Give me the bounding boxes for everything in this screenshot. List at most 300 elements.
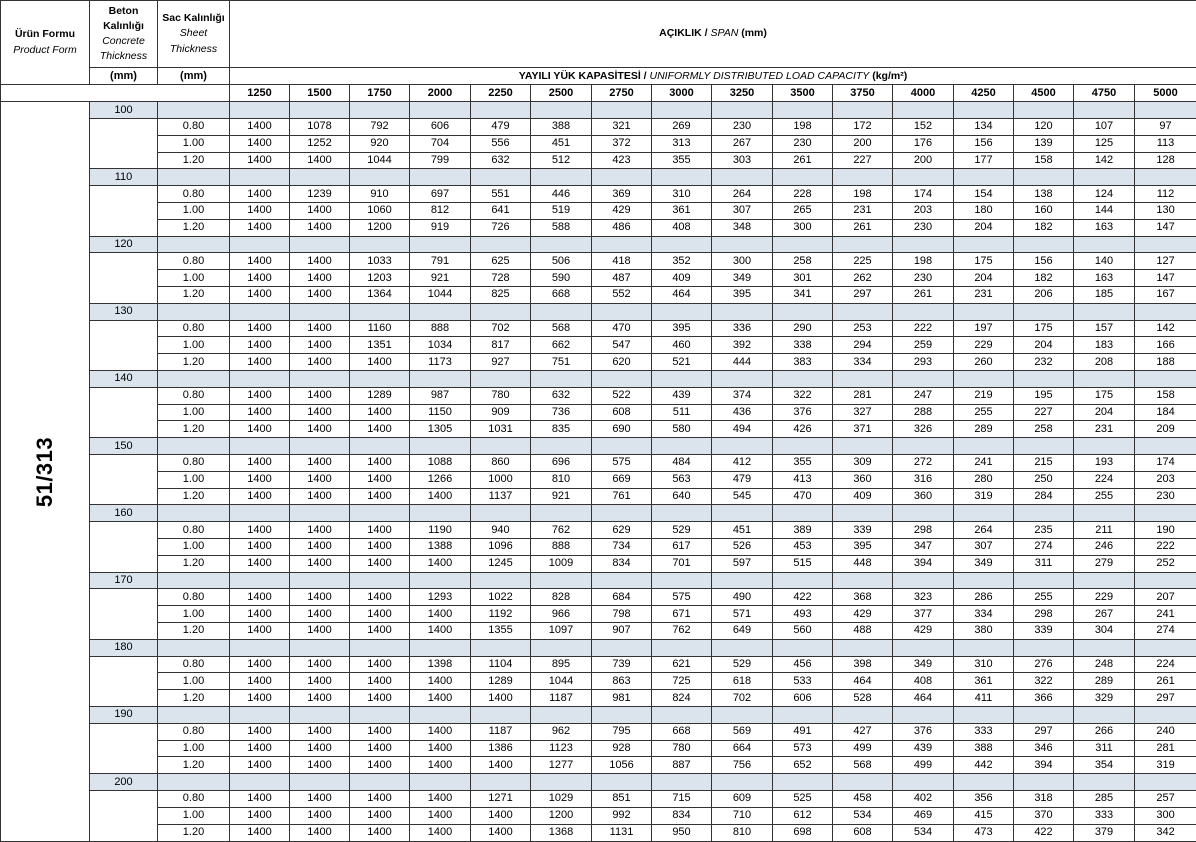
load-value-cell: 138 (1014, 186, 1074, 203)
concrete-thickness-value: 160 (90, 505, 158, 522)
load-value-cell: 1400 (290, 337, 350, 354)
load-value-cell: 1400 (230, 354, 290, 371)
load-value-cell: 360 (893, 488, 954, 505)
load-value-cell: 341 (773, 287, 833, 304)
load-value-cell: 1271 (471, 790, 531, 807)
load-value-cell: 360 (833, 471, 893, 488)
concrete-unit: (mm) (90, 68, 158, 85)
load-value-cell: 834 (652, 807, 712, 824)
group-fill-cell (230, 639, 290, 656)
group-fill-cell (954, 639, 1014, 656)
load-value-cell: 1078 (290, 119, 350, 136)
load-value-cell: 1400 (230, 538, 290, 555)
load-value-cell: 506 (531, 253, 592, 270)
load-value-cell: 261 (833, 219, 893, 236)
load-value-cell: 322 (773, 387, 833, 404)
load-value-cell: 1160 (350, 320, 410, 337)
load-value-cell: 1187 (471, 723, 531, 740)
load-value-cell: 172 (833, 119, 893, 136)
load-value-cell: 334 (833, 354, 893, 371)
group-fill-cell (471, 303, 531, 320)
load-value-cell: 1190 (410, 522, 471, 539)
table-row (1, 656, 1196, 673)
load-value-cell: 1400 (290, 690, 350, 707)
load-value-cell: 349 (712, 270, 773, 287)
load-value-cell: 1400 (230, 606, 290, 623)
load-value-cell: 640 (652, 488, 712, 505)
load-value-cell: 448 (833, 555, 893, 572)
load-value-cell: 310 (954, 656, 1014, 673)
load-value-cell: 921 (410, 270, 471, 287)
group-fill-cell (773, 102, 833, 119)
load-value-cell: 120 (1014, 119, 1074, 136)
load-value-cell: 751 (531, 354, 592, 371)
concrete-thickness-value: 170 (90, 572, 158, 589)
load-value-cell: 490 (712, 589, 773, 606)
table-row (1, 790, 1196, 807)
group-fill-cell (410, 102, 471, 119)
load-value-cell: 1029 (531, 790, 592, 807)
load-value-cell: 289 (954, 421, 1014, 438)
group-fill-cell (652, 236, 712, 253)
load-value-cell: 269 (652, 119, 712, 136)
load-value-cell: 366 (1014, 690, 1074, 707)
load-value-cell: 252 (1135, 555, 1196, 572)
load-value-cell: 499 (893, 757, 954, 774)
load-value-cell: 326 (893, 421, 954, 438)
group-fill-cell (158, 236, 230, 253)
load-value-cell: 469 (893, 807, 954, 824)
span-unit: (mm) (741, 27, 767, 40)
load-value-cell: 1400 (230, 555, 290, 572)
load-value-cell: 1044 (350, 152, 410, 169)
load-value-cell: 264 (954, 522, 1014, 539)
group-fill-cell (833, 639, 893, 656)
load-value-cell: 1400 (350, 421, 410, 438)
group-fill-cell (592, 370, 652, 387)
group-fill-cell (893, 169, 954, 186)
group-fill-cell (592, 572, 652, 589)
group-fill-cell (773, 370, 833, 387)
load-value-cell: 1400 (230, 186, 290, 203)
group-fill-cell (350, 169, 410, 186)
load-value-cell: 1400 (410, 757, 471, 774)
table-row (1, 186, 1196, 203)
load-value-cell: 240 (1135, 723, 1196, 740)
load-value-cell: 1400 (350, 354, 410, 371)
load-value-cell: 632 (471, 152, 531, 169)
load-value-cell: 696 (531, 454, 592, 471)
load-value-cell: 219 (954, 387, 1014, 404)
load-value-cell: 529 (712, 656, 773, 673)
load-value-cell: 408 (893, 673, 954, 690)
group-fill-cell (893, 303, 954, 320)
sheet-thickness-value: 0.80 (158, 790, 230, 807)
span-value-5000: 5000 (1135, 85, 1196, 102)
load-value-cell: 224 (1074, 471, 1135, 488)
load-value-cell: 1289 (471, 673, 531, 690)
group-fill-cell (471, 639, 531, 656)
load-value-cell: 1400 (230, 790, 290, 807)
load-value-cell: 338 (773, 337, 833, 354)
group-fill-cell (592, 639, 652, 656)
group-fill-cell (1135, 505, 1196, 522)
load-value-cell: 895 (531, 656, 592, 673)
span-value-1500: 1500 (290, 85, 350, 102)
group-fill-cell (712, 169, 773, 186)
load-value-cell: 389 (773, 522, 833, 539)
group-fill-cell (531, 774, 592, 791)
group-fill-cell (1135, 438, 1196, 455)
load-value-cell: 333 (1074, 807, 1135, 824)
group-fill-cell (712, 370, 773, 387)
load-value-cell: 322 (1014, 673, 1074, 690)
load-value-cell: 352 (652, 253, 712, 270)
group-fill-cell (290, 706, 350, 723)
load-value-cell: 479 (712, 471, 773, 488)
group-fill-cell (712, 572, 773, 589)
load-value-cell: 1364 (350, 287, 410, 304)
group-fill-cell (652, 102, 712, 119)
sheet-thickness-tr: Sac Kalınlığı (162, 12, 225, 25)
load-value-cell: 1200 (531, 807, 592, 824)
load-value-cell: 334 (954, 606, 1014, 623)
load-value-cell: 1400 (230, 119, 290, 136)
load-value-cell: 545 (712, 488, 773, 505)
group-fill-cell (410, 236, 471, 253)
load-value-cell: 799 (410, 152, 471, 169)
group-fill-cell (1014, 169, 1074, 186)
load-value-cell: 394 (1014, 757, 1074, 774)
load-value-cell: 573 (773, 740, 833, 757)
load-value-cell: 348 (712, 219, 773, 236)
table-row (1, 824, 1196, 842)
load-value-cell: 339 (833, 522, 893, 539)
load-value-cell: 726 (471, 219, 531, 236)
span-value-2000: 2000 (410, 85, 471, 102)
load-value-cell: 204 (954, 270, 1014, 287)
load-value-cell: 515 (773, 555, 833, 572)
load-value-cell: 761 (592, 488, 652, 505)
span-value-1750: 1750 (350, 85, 410, 102)
load-value-cell: 222 (893, 320, 954, 337)
load-value-cell: 1104 (471, 656, 531, 673)
group-fill-cell (712, 102, 773, 119)
load-value-cell: 107 (1074, 119, 1135, 136)
load-value-cell: 451 (531, 135, 592, 152)
load-value-cell: 339 (1014, 622, 1074, 639)
table-row (1, 723, 1196, 740)
load-value-cell: 429 (833, 606, 893, 623)
table-row (1, 606, 1196, 623)
load-value-cell: 207 (1135, 589, 1196, 606)
load-value-cell: 1203 (350, 270, 410, 287)
concrete-thickness-value: 110 (90, 169, 158, 186)
load-value-cell: 307 (712, 203, 773, 220)
load-value-cell: 370 (1014, 807, 1074, 824)
load-value-cell: 368 (833, 589, 893, 606)
load-value-cell: 1400 (290, 522, 350, 539)
group-fill-cell (954, 236, 1014, 253)
load-value-cell: 1400 (230, 135, 290, 152)
table-row (1, 454, 1196, 471)
load-value-cell: 563 (652, 471, 712, 488)
load-value-cell: 388 (531, 119, 592, 136)
load-value-cell: 231 (1074, 421, 1135, 438)
group-fill-cell (531, 236, 592, 253)
span-value-3500: 3500 (773, 85, 833, 102)
load-value-cell: 608 (592, 404, 652, 421)
load-value-cell: 464 (893, 690, 954, 707)
span-value-2250: 2250 (471, 85, 531, 102)
sheet-thickness-value: 1.00 (158, 135, 230, 152)
load-value-cell: 887 (652, 757, 712, 774)
load-value-cell: 293 (893, 354, 954, 371)
load-value-cell: 1400 (290, 807, 350, 824)
load-value-cell: 163 (1074, 270, 1135, 287)
group-fill-cell (290, 639, 350, 656)
group-fill-cell (712, 706, 773, 723)
load-value-cell: 1400 (230, 270, 290, 287)
sheet-thickness-value: 1.00 (158, 740, 230, 757)
load-value-cell: 395 (833, 538, 893, 555)
load-value-cell: 612 (773, 807, 833, 824)
load-value-cell: 690 (592, 421, 652, 438)
group-fill-cell (1014, 639, 1074, 656)
load-value-cell: 300 (1135, 807, 1196, 824)
group-fill-cell (1014, 102, 1074, 119)
load-value-cell: 185 (1074, 287, 1135, 304)
concrete-group-row (1, 169, 1196, 186)
load-value-cell: 230 (773, 135, 833, 152)
load-value-cell: 261 (773, 152, 833, 169)
load-value-cell: 349 (954, 555, 1014, 572)
load-value-cell: 697 (410, 186, 471, 203)
concrete-thickness-value: 140 (90, 370, 158, 387)
load-value-cell: 398 (833, 656, 893, 673)
load-value-cell: 1400 (230, 673, 290, 690)
load-value-cell: 825 (471, 287, 531, 304)
load-value-cell: 409 (833, 488, 893, 505)
load-value-cell: 921 (531, 488, 592, 505)
group-fill-cell (471, 505, 531, 522)
load-value-cell: 175 (1014, 320, 1074, 337)
load-value-cell: 209 (1135, 421, 1196, 438)
load-value-cell: 427 (833, 723, 893, 740)
load-value-cell: 255 (954, 404, 1014, 421)
group-fill-cell (230, 303, 290, 320)
load-value-cell: 534 (833, 807, 893, 824)
load-value-cell: 188 (1135, 354, 1196, 371)
load-value-cell: 1400 (350, 740, 410, 757)
group-fill-cell (471, 370, 531, 387)
concrete-thickness-value: 100 (90, 102, 158, 119)
load-value-cell: 1400 (290, 723, 350, 740)
table-row (1, 471, 1196, 488)
group-fill-cell (1074, 572, 1135, 589)
concrete-blank-cell (90, 320, 158, 370)
load-value-cell: 762 (531, 522, 592, 539)
load-value-cell: 355 (773, 454, 833, 471)
group-fill-cell (158, 505, 230, 522)
span-value-2750: 2750 (592, 85, 652, 102)
load-value-cell: 429 (893, 622, 954, 639)
concrete-group-row (1, 303, 1196, 320)
group-fill-cell (531, 505, 592, 522)
load-value-cell: 380 (954, 622, 1014, 639)
table-row (1, 287, 1196, 304)
table-row (1, 203, 1196, 220)
load-value-cell: 230 (893, 270, 954, 287)
concrete-blank-cell (90, 119, 158, 169)
load-value-cell: 1400 (230, 219, 290, 236)
load-value-cell: 606 (773, 690, 833, 707)
load-value-cell: 418 (592, 253, 652, 270)
load-value-cell: 962 (531, 723, 592, 740)
load-value-cell: 1096 (471, 538, 531, 555)
load-value-cell: 522 (592, 387, 652, 404)
load-value-cell: 1400 (290, 354, 350, 371)
group-fill-cell (773, 505, 833, 522)
load-value-cell: 206 (1014, 287, 1074, 304)
load-value-cell: 828 (531, 589, 592, 606)
load-value-cell: 780 (652, 740, 712, 757)
load-value-cell: 1192 (471, 606, 531, 623)
sheet-thickness-value: 0.80 (158, 119, 230, 136)
span-header (230, 1, 1196, 68)
load-value-cell: 1351 (350, 337, 410, 354)
load-value-cell: 203 (1135, 471, 1196, 488)
load-value-cell: 1277 (531, 757, 592, 774)
load-value-cell: 193 (1074, 454, 1135, 471)
group-fill-cell (350, 505, 410, 522)
group-fill-cell (531, 438, 592, 455)
load-value-cell: 346 (1014, 740, 1074, 757)
group-fill-cell (230, 572, 290, 589)
load-value-cell: 1400 (350, 522, 410, 539)
load-value-cell: 1355 (471, 622, 531, 639)
load-value-cell: 734 (592, 538, 652, 555)
load-value-cell: 311 (1074, 740, 1135, 757)
group-fill-cell (833, 572, 893, 589)
load-value-cell: 1400 (230, 488, 290, 505)
group-fill-cell (954, 572, 1014, 589)
group-fill-cell (230, 236, 290, 253)
load-value-cell: 113 (1135, 135, 1196, 152)
load-value-cell: 415 (954, 807, 1014, 824)
load-value-cell: 262 (833, 270, 893, 287)
load-value-cell: 395 (712, 287, 773, 304)
load-value-cell: 198 (893, 253, 954, 270)
group-fill-cell (471, 774, 531, 791)
load-value-cell: 241 (1135, 606, 1196, 623)
load-value-cell: 618 (712, 673, 773, 690)
group-fill-cell (350, 639, 410, 656)
load-value-cell: 1400 (471, 757, 531, 774)
load-label-tr: YAYILI YÜK KAPASİTESİ / (518, 69, 647, 82)
load-value-cell: 669 (592, 471, 652, 488)
load-value-cell: 422 (1014, 824, 1074, 842)
load-value-cell: 272 (893, 454, 954, 471)
span-values-row (1, 85, 1196, 102)
load-value-cell: 355 (652, 152, 712, 169)
load-value-cell: 464 (833, 673, 893, 690)
product-form-cell (1, 102, 90, 842)
load-value-cell: 175 (1074, 387, 1135, 404)
load-value-cell: 1400 (410, 622, 471, 639)
load-value-cell: 575 (592, 454, 652, 471)
load-value-cell: 211 (1074, 522, 1135, 539)
table-row (1, 387, 1196, 404)
group-fill-cell (893, 236, 954, 253)
load-value-cell: 590 (531, 270, 592, 287)
load-value-cell: 255 (1014, 589, 1074, 606)
group-fill-cell (471, 236, 531, 253)
load-value-cell: 198 (773, 119, 833, 136)
group-fill-cell (1135, 572, 1196, 589)
load-value-cell: 1400 (410, 673, 471, 690)
load-value-cell: 285 (1074, 790, 1135, 807)
sheet-thickness-value: 1.00 (158, 606, 230, 623)
load-value-cell: 444 (712, 354, 773, 371)
concrete-blank-cell (90, 186, 158, 236)
concrete-group-row (1, 639, 1196, 656)
load-value-cell: 470 (592, 320, 652, 337)
load-value-cell: 888 (531, 538, 592, 555)
sheet-thickness-value: 0.80 (158, 253, 230, 270)
load-value-cell: 1400 (410, 723, 471, 740)
load-value-cell: 307 (954, 538, 1014, 555)
load-value-cell: 1044 (410, 287, 471, 304)
load-unit: (kg/m²) (872, 69, 908, 82)
load-value-cell: 195 (1014, 387, 1074, 404)
load-value-cell: 568 (833, 757, 893, 774)
group-fill-cell (290, 370, 350, 387)
table-row (1, 555, 1196, 572)
load-value-cell: 1400 (230, 522, 290, 539)
group-fill-cell (712, 505, 773, 522)
sheet-thickness-value: 0.80 (158, 656, 230, 673)
group-fill-cell (350, 438, 410, 455)
group-fill-cell (1074, 102, 1135, 119)
load-value-cell: 1400 (350, 824, 410, 842)
group-fill-cell (833, 370, 893, 387)
load-value-cell: 617 (652, 538, 712, 555)
group-fill-cell (652, 438, 712, 455)
concrete-group-row (1, 774, 1196, 791)
load-value-cell: 298 (1014, 606, 1074, 623)
load-value-cell: 1400 (230, 203, 290, 220)
load-value-cell: 1386 (471, 740, 531, 757)
concrete-blank-cell (90, 723, 158, 773)
load-value-cell: 395 (652, 320, 712, 337)
sheet-thickness-value: 0.80 (158, 589, 230, 606)
table-row (1, 740, 1196, 757)
load-value-cell: 556 (471, 135, 531, 152)
sheet-thickness-value: 1.20 (158, 757, 230, 774)
load-value-cell: 266 (1074, 723, 1135, 740)
load-value-cell: 347 (893, 538, 954, 555)
concrete-thickness-en: Concrete Thickness (99, 35, 148, 63)
group-fill-cell (350, 370, 410, 387)
group-fill-cell (592, 303, 652, 320)
load-value-cell: 641 (471, 203, 531, 220)
load-value-cell: 422 (773, 589, 833, 606)
load-value-cell: 144 (1074, 203, 1135, 220)
load-value-cell: 274 (1135, 622, 1196, 639)
group-fill-cell (833, 505, 893, 522)
sheet-thickness-value: 0.80 (158, 387, 230, 404)
